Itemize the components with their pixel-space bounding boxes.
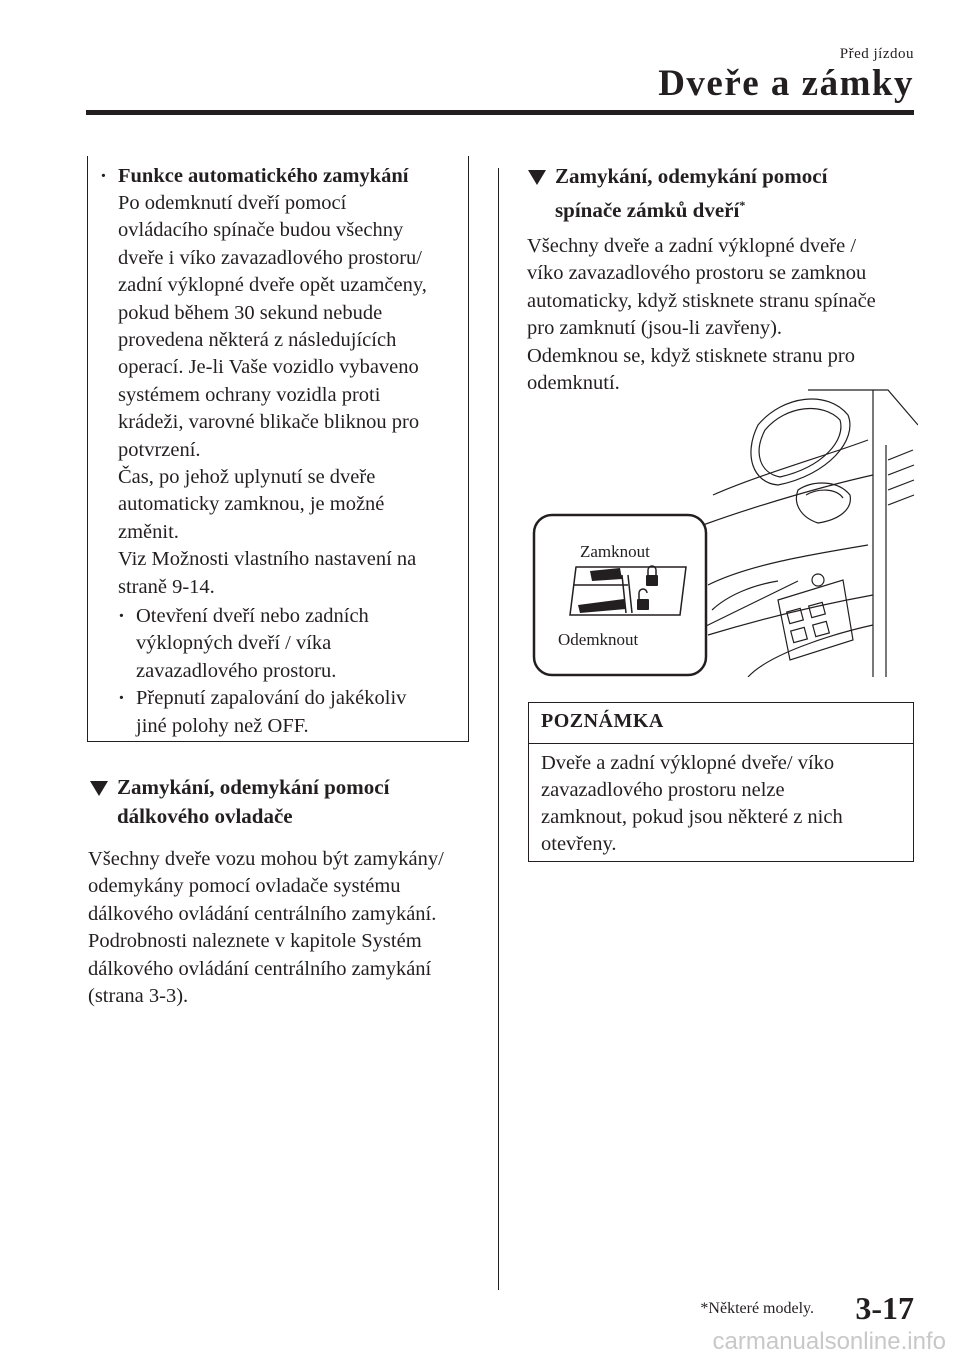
section-label: Před jízdou: [839, 46, 914, 62]
remote-body: [88, 846, 488, 1010]
page-number: 3-17: [855, 1290, 914, 1326]
list-item: [118, 603, 463, 685]
body-line: odemknutí.: [527, 372, 620, 395]
note-line: otevřeny.: [541, 833, 617, 855]
sub-line: Přepnutí zapalování do jakékoliv: [136, 687, 407, 710]
note-line: Dveře a zadní výklopné dveře/ víko: [541, 752, 835, 774]
sub-line: Otevření dveří nebo zadních: [136, 605, 369, 627]
body-line: pro zamknutí (jsou-li zavřeny).: [527, 317, 783, 340]
sub-list: [118, 603, 463, 740]
body-line: Odemknou se, když stisknete stranu pro: [527, 344, 855, 367]
heading-line: dálkového ovladače: [117, 804, 293, 828]
list-item: [118, 685, 463, 740]
mirror-shape: [751, 399, 850, 485]
auto-lock-heading-text: Funkce automatického zamykání: [118, 165, 409, 187]
triangle-marker-icon: [528, 170, 546, 185]
body-line: víko zavazadlového prostoru se zamknou: [527, 262, 867, 285]
heading-line: spínače zámků dveří: [555, 198, 740, 222]
bullet-icon: ·: [118, 605, 125, 627]
column-divider: [498, 168, 499, 1290]
body-line: Po odemknutí dveří pomocí: [118, 192, 347, 214]
note-line: zamknout, pokud jsou některé z nich: [541, 806, 843, 828]
body-line: automaticky zamknou, je možné: [118, 493, 385, 516]
auto-lock-heading: [100, 162, 408, 190]
body-line: zadní výklopné dveře opět uzamčeny,: [118, 274, 427, 297]
body-line: provedena některá z následujících: [118, 329, 397, 352]
body-line: ovládacího spínače budou všechny: [118, 219, 404, 242]
body-line: systémem ochrany vozidla proti: [118, 383, 381, 406]
body-line: dálkového ovládání centrálního zamykání.: [88, 902, 437, 925]
note-line: zavazadlového prostoru nelze: [541, 779, 785, 801]
switch-heading: [528, 162, 827, 225]
body-line: straně 9-14.: [118, 575, 215, 598]
heading-line: Zamykání, odemykání pomocí: [117, 775, 390, 799]
body-line: dveře i víko zavazadlového prostoru/: [118, 246, 422, 269]
body-line: Podrobnosti naleznete v kapitole Systém: [88, 930, 422, 953]
note-box: [528, 702, 914, 862]
body-line: dálkového ovládání centrálního zamykání: [88, 957, 432, 980]
page-title: Dveře a zámky: [658, 63, 914, 104]
body-line: změnit.: [118, 520, 179, 543]
body-line: automaticky, když stisknete stranu spínače: [527, 289, 876, 312]
triangle-marker-icon: [90, 781, 108, 796]
body-line: Všechny dveře a zadní výklopné dveře /: [527, 235, 857, 257]
bullet-icon: ·: [100, 165, 107, 187]
header-rule: [86, 110, 914, 115]
switch-body: [527, 233, 922, 397]
body-line: odemykány pomocí ovladače systému: [88, 875, 401, 898]
body-line: (strana 3-3).: [88, 985, 189, 1008]
body-line: krádeži, varovné blikače bliknou pro: [118, 411, 420, 434]
body-line: Čas, po jehož uplynutí se dveře: [118, 466, 376, 489]
footnote: *Některé modely.: [700, 1300, 814, 1317]
lock-label: Zamknout: [580, 542, 650, 561]
watermark: carmanualsonline.info: [712, 1328, 946, 1355]
body-line: Všechny dveře vozu mohou být zamykány/: [88, 848, 444, 870]
sub-line: zavazadlového prostoru.: [136, 659, 337, 682]
footnote-mark: *: [739, 198, 746, 212]
auto-lock-body: [118, 190, 463, 601]
remote-heading: [90, 773, 389, 831]
unlock-label: Odemknout: [558, 630, 639, 649]
sub-line: jiné polohy než OFF.: [136, 714, 309, 737]
note-body: [529, 744, 913, 858]
body-line: pokud během 30 sekund nebude: [118, 301, 383, 324]
sub-line: výklopných dveří / víka: [136, 632, 332, 655]
body-line: operací. Je-li Vaše vozidlo vybaveno: [118, 356, 419, 379]
body-line: Viz Možnosti vlastního nastavení na: [118, 548, 417, 571]
heading-line: Zamykání, odemykání pomocí: [555, 164, 828, 188]
bullet-icon: ·: [118, 687, 125, 710]
callout-box: [534, 515, 706, 675]
body-line: potvrzení.: [118, 438, 201, 461]
note-title: POZNÁMKA: [529, 703, 913, 744]
door-switch-illustration: [528, 385, 918, 677]
